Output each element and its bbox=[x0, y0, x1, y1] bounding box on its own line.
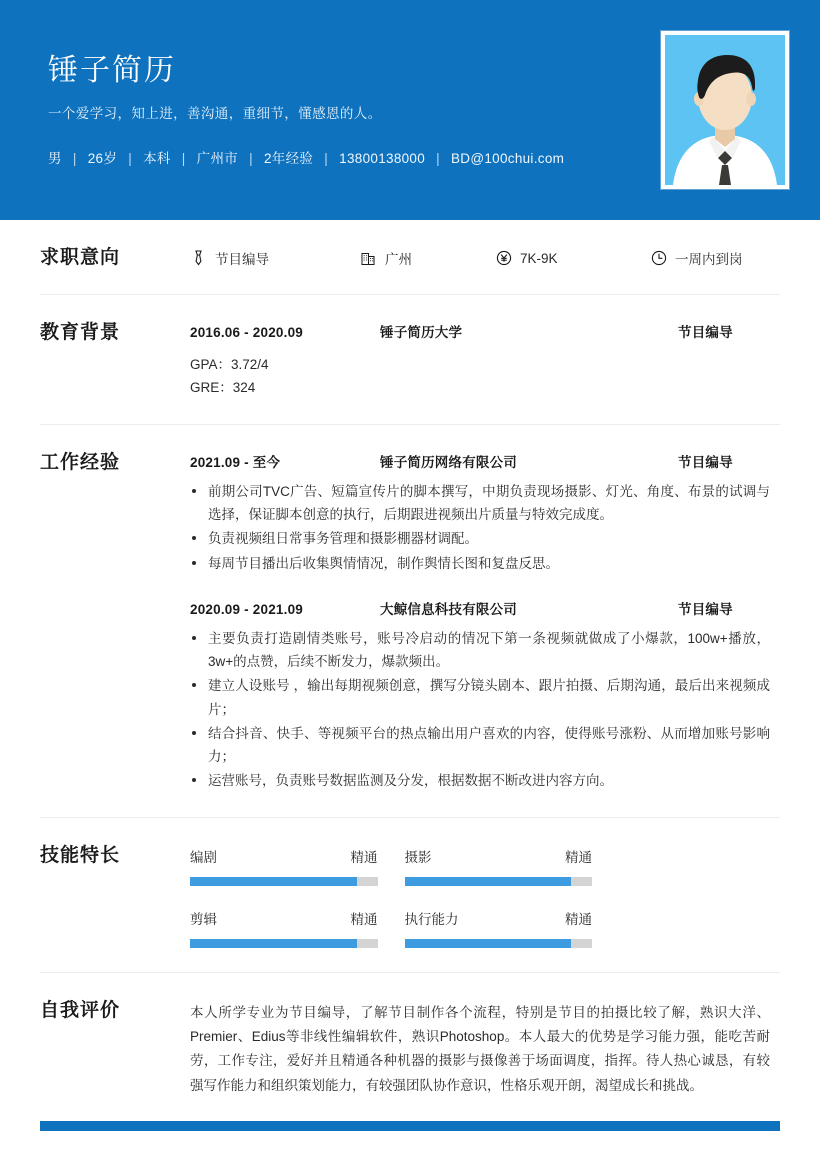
clock-icon bbox=[650, 250, 667, 267]
intention-salary-text: 7K-9K bbox=[520, 250, 558, 266]
work-entry bbox=[190, 598, 770, 793]
resume-header bbox=[0, 0, 820, 220]
education-gpa: GPA：3.72/4 bbox=[190, 356, 269, 372]
work-entry-head bbox=[190, 598, 770, 618]
work-bullet-list bbox=[190, 480, 770, 575]
work-role: 节目编导 bbox=[678, 455, 733, 471]
meta-separator: | bbox=[436, 150, 440, 166]
education-details bbox=[190, 353, 770, 400]
avatar bbox=[665, 35, 785, 185]
education-gre: GRE：324 bbox=[190, 380, 256, 396]
work-company: 锤子简历网络有限公司 bbox=[380, 455, 517, 471]
section-education bbox=[40, 295, 780, 425]
avatar-illustration bbox=[665, 35, 785, 185]
skill-level: 精通 bbox=[350, 850, 378, 866]
work-date: 2021.09 - 至今 bbox=[190, 455, 281, 471]
skill-progress-track bbox=[405, 877, 593, 886]
skill-name: 摄影 bbox=[404, 850, 432, 866]
intention-position bbox=[190, 248, 360, 268]
intention-availability-text: 一周内到岗 bbox=[675, 252, 743, 267]
work-bullet: 建立人设账号 ，输出每期视频创意，撰写分镜头剧本、跟片拍摄、后期沟通，最后出来视频成片； bbox=[190, 674, 770, 720]
skill-level: 精通 bbox=[565, 850, 592, 866]
meta-experience: 2年经验 bbox=[264, 150, 314, 166]
intention-city bbox=[360, 248, 495, 268]
meta-separator: | bbox=[128, 150, 133, 166]
meta-separator: | bbox=[249, 150, 253, 166]
footer-accent-bar bbox=[40, 1121, 780, 1131]
section-title-work-experience: 工作经验 bbox=[40, 452, 121, 474]
section-self-evaluation bbox=[40, 973, 780, 1121]
education-entry bbox=[190, 321, 770, 400]
work-company: 大鲸信息科技有限公司 bbox=[380, 601, 517, 617]
section-skills bbox=[40, 818, 780, 973]
education-entry-head bbox=[190, 321, 770, 341]
candidate-name: 锤子简历 bbox=[48, 54, 176, 87]
skill-level: 精通 bbox=[350, 912, 378, 928]
skill-name: 编剧 bbox=[190, 850, 217, 866]
section-work-experience bbox=[40, 425, 780, 818]
work-bullet-list bbox=[190, 627, 770, 793]
skills-grid bbox=[190, 844, 592, 948]
meta-email: BD@100chui.com bbox=[450, 150, 565, 166]
work-bullet: 运营账号，负责账号数据监测及分发，根据数据不断改进内容方向。 bbox=[190, 769, 770, 792]
intention-position-text: 节目编导 bbox=[215, 252, 269, 267]
candidate-meta-line bbox=[48, 147, 564, 167]
yen-circle-icon bbox=[495, 250, 512, 267]
skill-level: 精通 bbox=[565, 912, 592, 928]
meta-age: 26岁 bbox=[87, 150, 118, 166]
avatar-frame bbox=[661, 31, 789, 189]
skill-progress-fill bbox=[405, 877, 572, 886]
skill-progress-fill bbox=[190, 877, 357, 886]
intention-city-text: 广州 bbox=[385, 252, 412, 267]
meta-phone: 13800138000 bbox=[339, 150, 426, 166]
building-icon bbox=[360, 250, 377, 267]
work-bullet: 前期公司TVC广告、短篇宣传片的脚本撰写，中期负责现场摄影、灯光、角度、布景的试调与选择，保证脚本创意的执行，后期跟进视频出片质量与特效完成度。 bbox=[190, 480, 770, 526]
work-bullet: 主要负责打造剧情类账号，账号冷启动的情况下第一条视频就做成了小爆款，100w+播放，3w+的点赞，后续不断发力，爆款频出。 bbox=[190, 627, 770, 673]
education-school: 锤子简历大学 bbox=[380, 324, 463, 340]
education-date: 2016.06 - 2020.09 bbox=[190, 324, 303, 340]
intention-salary bbox=[495, 250, 650, 267]
work-entry-head bbox=[190, 451, 770, 471]
skill-item bbox=[190, 846, 378, 886]
candidate-tagline: 一个爱学习，知上进，善沟通，重细节，懂感恩的人。 bbox=[48, 105, 382, 121]
meta-separator: | bbox=[181, 150, 186, 166]
skill-name: 执行能力 bbox=[404, 912, 459, 928]
work-date: 2020.09 - 2021.09 bbox=[190, 601, 303, 617]
meta-separator: | bbox=[324, 150, 329, 166]
resume-body bbox=[0, 220, 820, 1122]
work-bullet: 结合抖音、快手、等视频平台的热点输出用户喜欢的内容，使得账号涨粉、从而增加账号影响力； bbox=[190, 722, 770, 768]
section-title-education: 教育背景 bbox=[40, 321, 121, 343]
meta-gender: 男 bbox=[48, 150, 62, 166]
self-evaluation-text: 本人所学专业为节目编导，了解节目制作各个流程，特别是节目的拍摄比较了解，熟识大洋、Premier、Edius等非线性编辑软件，熟识Photoshop。本人最大的优势是学习能力强，能吃苦耐劳，工作专注，爱好并且精通各种机器的摄影与摄像善于场面调度，指挥。待人热心诚恳，有较强写作能力和组织策划能力，有较强团队协作意识，性格乐观开朗，渴望成长和挑战。 bbox=[190, 1005, 770, 1093]
skill-name: 剪辑 bbox=[190, 912, 217, 928]
skill-item bbox=[405, 846, 593, 886]
skill-item bbox=[190, 908, 378, 948]
work-role: 节目编导 bbox=[678, 601, 733, 617]
necktie-icon bbox=[190, 250, 207, 267]
meta-education: 本科 bbox=[143, 150, 171, 166]
section-title-self-evaluation: 自我评价 bbox=[40, 1000, 121, 1022]
intention-availability bbox=[650, 248, 743, 268]
skill-progress-fill bbox=[405, 939, 572, 948]
education-major: 节目编导 bbox=[678, 324, 733, 340]
header-text-block bbox=[48, 54, 564, 167]
work-bullet: 每周节目播出后收集舆情情况，制作舆情长图和复盘反思。 bbox=[190, 552, 770, 575]
work-entry bbox=[190, 451, 770, 575]
skill-item bbox=[405, 908, 593, 948]
section-title-job-intention: 求职意向 bbox=[40, 247, 121, 268]
work-bullet: 负责视频组日常事务管理和摄影棚器材调配。 bbox=[190, 527, 770, 550]
meta-city: 广州市 bbox=[196, 150, 239, 166]
skill-progress-track bbox=[190, 877, 378, 886]
meta-separator: | bbox=[72, 150, 77, 166]
section-job-intention bbox=[40, 220, 780, 295]
skill-progress-track bbox=[190, 939, 378, 948]
skill-progress-fill bbox=[190, 939, 357, 948]
job-intention-row bbox=[190, 246, 770, 268]
skill-progress-track bbox=[405, 939, 593, 948]
section-title-skills: 技能特长 bbox=[40, 845, 121, 867]
